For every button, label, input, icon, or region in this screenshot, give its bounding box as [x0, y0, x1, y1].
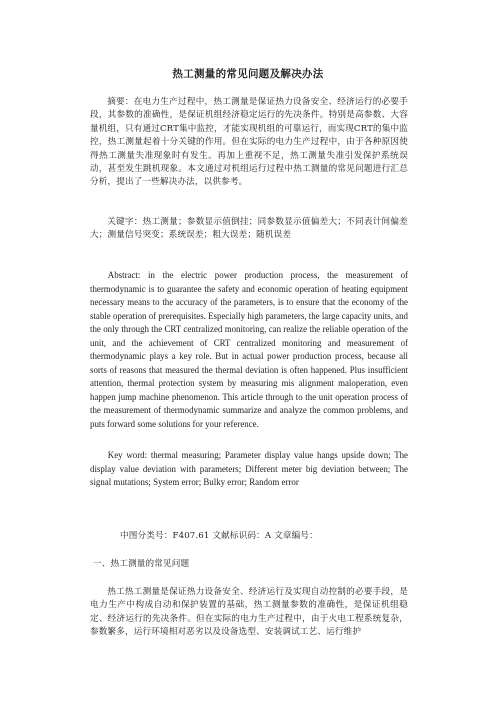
abstract-cn: 摘要：在电力生产过程中，热工测量是保证热力设备安全、经济运行的必要手段，其参数的准确性，是保证机组经济稳定运行的先决条件。特别是高参数、大容量机组，只有通过CRT集中监控，才能实现机组的可靠运行，而实现CRT的集中监控，热工测量起着十分关键的作用。但在实际的电力生产过程中，由于各种原因使得热工测量失准现象时有发生。再加上重视不足，热工测量失准引发保护系统误动，甚至发生跳机现象。本文通过对机组运行过程中热工测量的常见问题进行汇总分析，提出了一些解决办法，以供参考。: [90, 97, 408, 188]
abstract-en: Abstract: in the electric power production process, the measurement of thermodynamic is to guarantee the safety and economic operation of heating equipment necessary means to the accuracy of the parameters, is to ensure that the economy of the stable operation of prerequisites. Especially high parameters, the large capacity units, and the only through the CRT centralized monitoring, can realize the reliable operation of the unit, and the achievement of CRT centralized monitoring and measurement of thermodynamic plays a key role. But in actual power production process, because all sorts of reasons that measured the thermal deviation is often happened. Plus insufficient attention, thermal protection system by measuring mis alignment maloperation, even happen jump machine phenomenon. This article through to the unit operation process of the measurement of thermodynamic summarize and analyze the common problems, and puts forward some solutions for your reference.: [90, 270, 408, 429]
keywords-cn: 关键字：热工测量；参数显示值倒挂；同参数显示值偏差大；不同表计间偏差大；测量信号突变；系统误差；粗大误差；随机误差: [90, 217, 408, 241]
keywords-en: Key word: thermal measuring; Parameter display value hangs upside down; The display value deviation with parameters; Different meter big deviation between; The signal mutations; System error; Bulky error; Random error: [90, 450, 408, 487]
section-heading: 一、热工测量的常见问题: [93, 559, 190, 569]
classification-line: 中图分类号：F407.61 文献标识码：A 文章编号：: [120, 531, 318, 541]
section-body: 热工热工测量是保证热力设备安全、经济运行及实现自动控制的必要手段，是电力生产中构成自动和保护装置的基础，热工测量参数的准确性，是保证机组稳定、经济运行的先决条件。但在实际的电力生产过程中，由于火电工程系统复杂，参数繁多，运行环境相对恶劣以及设备选型、安装调试工艺、运行维护: [90, 587, 408, 638]
paper-title: 热工测量的常见问题及解决办法: [172, 68, 324, 80]
